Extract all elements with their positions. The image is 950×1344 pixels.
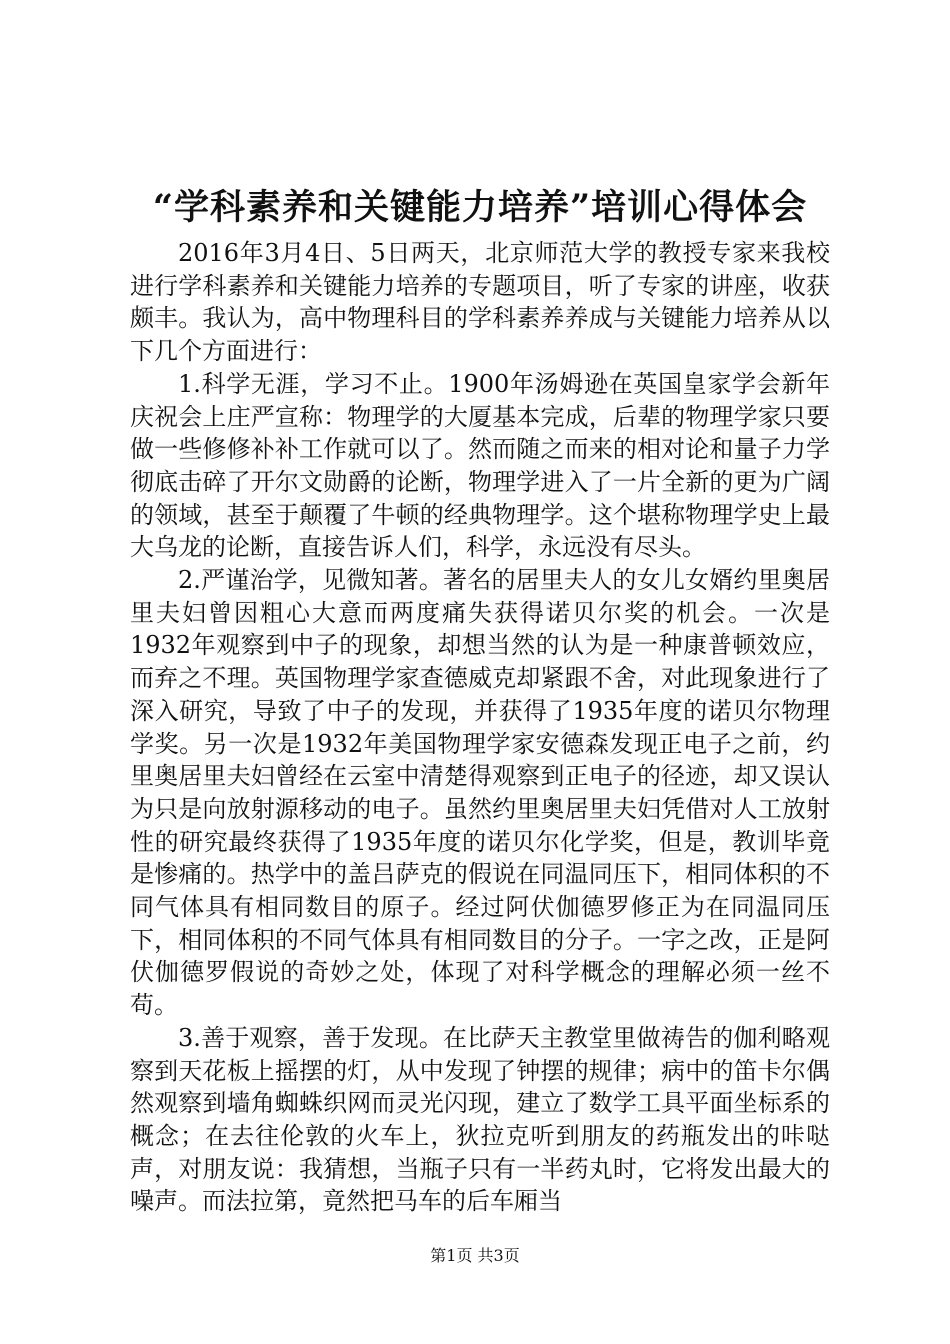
point-2-paragraph: 2.严谨治学，见微知著。著名的居里夫人的女儿女婿约里奥居里夫妇曾因粗心大意而两度痛失获得诺贝尔奖的机会。一次是1932年观察到中子的现象，却想当然的认为是一种康普顿效应，而弃之不理。英国物理学家查德威克却紧跟不舍，对此现象进行了深入研究，导致了中子的发现，并获得了1935年度的诺贝尔物理学奖。另一次是1932年美国物理学家安德森发现正电子之前，约里奥居里夫妇曾经在云室中清楚得观察到正电子的径迹，却又误认为只是向放射源移动的电子。虽然约里奥居里夫妇凭借对人工放射性的研究最终获得了1935年度的诺贝尔化学奖，但是，教训毕竟是惨痛的。热学中的盖吕萨克的假说在同温同压下，相同体积的不同气体具有相同数目的原子。经过阿伏伽德罗修正为在同温同压下，相同体积的不同气体具有相同数目的分子。一字之改，正是阿伏伽德罗假说的奇妙之处，体现了对科学概念的理解必须一丝不苟。	[130, 566, 830, 1020]
document-title: “学科素养和关键能力培养”培训心得体会	[152, 187, 808, 228]
page-number-footer: 第1页 共3页	[430, 1246, 520, 1265]
intro-paragraph: 2016年3月4日、5日两天，北京师范大学的教授专家来我校进行学科素养和关键能力培养的专题项目，听了专家的讲座，收获颇丰。我认为，高中物理科目的学科素养养成与关键能力培养从以下几个方面进行：	[130, 239, 830, 366]
point-1-paragraph: 1.科学无涯，学习不止。1900年汤姆逊在英国皇家学会新年庆祝会上庄严宣称：物理学的大厦基本完成，后辈的物理学家只要做一些修修补补工作就可以了。然而随之而来的相对论和量子力学彻底击碎了开尔文勋爵的论断，物理学进入了一片全新的更为广阔的领域，甚至于颠覆了牛顿的经典物理学。这个堪称物理学史上最大乌龙的论断，直接告诉人们，科学，永远没有尽头。	[130, 369, 830, 562]
point-3-paragraph: 3.善于观察，善于发现。在比萨天主教堂里做祷告的伽利略观察到天花板上摇摆的灯，从中发现了钟摆的规律；病中的笛卡尔偶然观察到墙角蜘蛛织网而灵光闪现，建立了数学工具平面坐标系的概念；在去往伦敦的火车上，狄拉克听到朋友的药瓶发出的咔哒声，对朋友说：我猜想，当瓶子只有一半药丸时，它将发出最大的噪声。而法拉第，竟然把马车的后车厢当	[130, 1023, 830, 1216]
document-body	[130, 237, 830, 1218]
